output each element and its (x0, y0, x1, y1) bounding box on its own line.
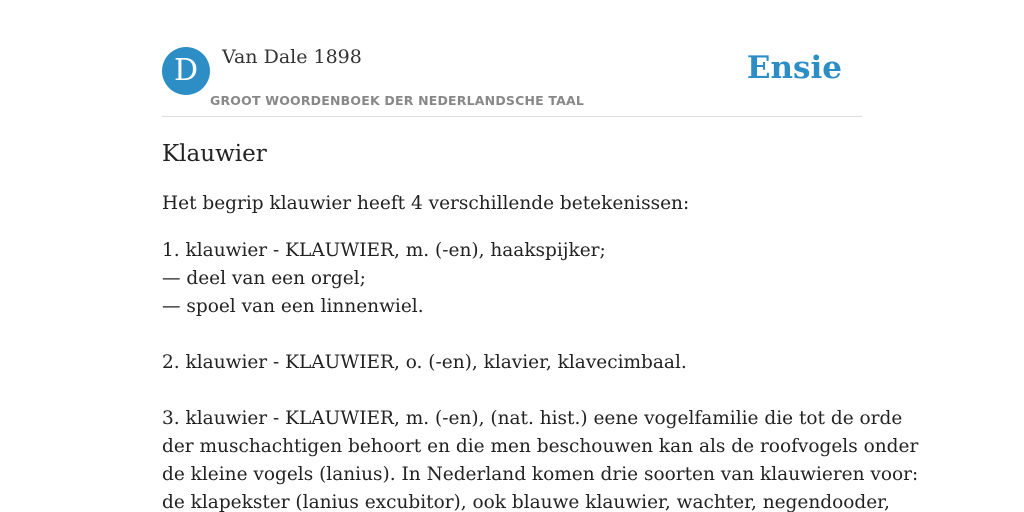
definition-line: de klapekster (lanius excubitor), ook blauwe klauwier, wachter, negendooder, (162, 492, 890, 512)
source-subtitle: GROOT WOORDENBOEK DER NEDERLANDSCHE TAAL (210, 93, 585, 108)
definition-line: 1. klauwier - KLAUWIER, m. (-en), haakspijker; (162, 240, 606, 261)
definition-item (162, 237, 862, 321)
brand-logo[interactable]: Ensie (746, 50, 842, 86)
definition-line: — spoel van een linnenwiel. (162, 296, 424, 317)
definition-line: de kleine vogels (lanius). In Nederland komen drie soorten van klauwieren voor: (162, 464, 919, 485)
entry-intro: Het begrip klauwier heeft 4 verschillende betekenissen: (162, 193, 690, 214)
source-avatar[interactable]: D (162, 47, 210, 95)
definition-line: der muschachtigen behoort en die men beschouwen kan als de roofvogels onder (162, 436, 919, 457)
definition-list (162, 237, 919, 512)
page-title: Klauwier (162, 141, 267, 167)
source-title[interactable]: Van Dale 1898 (222, 46, 362, 68)
definition-item (162, 349, 862, 377)
entry-content (162, 138, 919, 512)
definition-line: — deel van een orgel; (162, 268, 366, 289)
site-header (162, 40, 862, 117)
definition-line: 2. klauwier - KLAUWIER, o. (-en), klavier, klavecimbaal. (162, 352, 687, 373)
definition-line: 3. klauwier - KLAUWIER, m. (-en), (nat. hist.) eene vogelfamilie die tot de orde (162, 408, 903, 429)
definition-item (162, 405, 919, 512)
